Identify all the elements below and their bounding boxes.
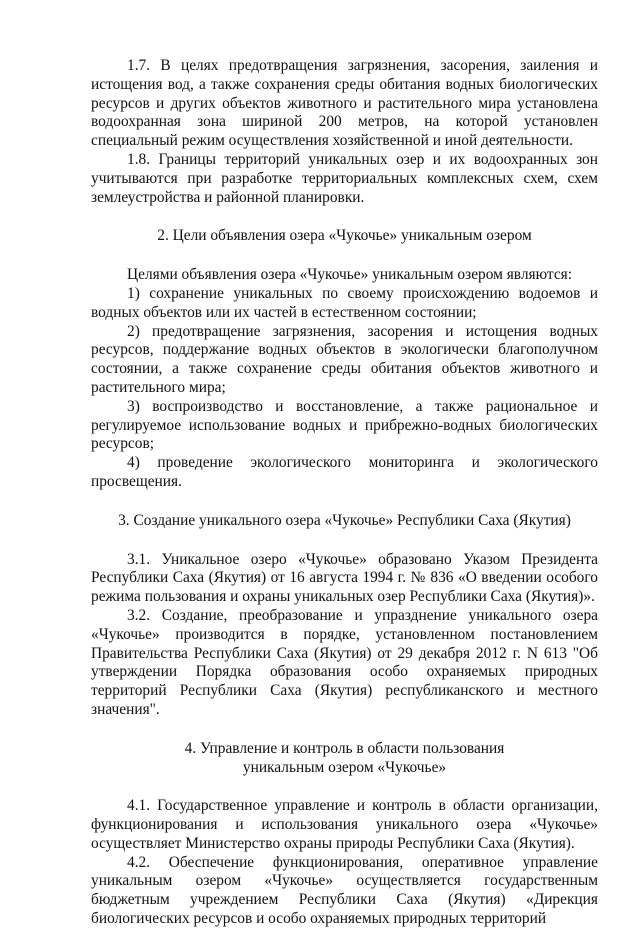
paragraph-1-8: 1.8. Границы территорий уникальных озер и их водоохранных зон учитываются при разработке территориальных комплексных схем, схем землеустройства и районной планировки. [91, 150, 598, 206]
goal-item-3: 3) воспроизводство и восстановление, а также рациональное и регулируемое использование водных и прибрежно-водных биологических ресурсов; [91, 397, 598, 453]
section-2-intro: Целями объявления озера «Чукочье» уникальным озером являются: [127, 266, 573, 284]
section-4-heading-line-2: уникальным озером «Чукочье» [242, 758, 447, 776]
section-3-heading: 3. Создание уникального озера «Чукочье» Республики Саха (Якутия) [118, 511, 571, 529]
goal-item-2: 2) предотвращение загрязнения, засорения и истощения водных ресурсов, поддержание водных объектов в экологически благополучном состоянии, а также сохранение среды обитания объектов животного и растительного мира; [91, 322, 598, 396]
goal-item-4: 4) проведение экологического мониторинга и экологического просвещения. [91, 454, 598, 490]
section-2-heading: 2. Цели объявления озера «Чукочье» уникальным озером [157, 227, 532, 245]
paragraph-1-7: 1.7. В целях предотвращения загрязнения, засорения, заиления и истощения вод, а также сохранения среды обитания водных биологических ресурсов и других объектов животного и растительного мира установлена водоохранная зона шириной 200 метров, на которой установлен специальный режим осуществления хозяйственной и иной деятельности. [91, 57, 598, 150]
paragraph-4-2: 4.2. Обеспечение функционирования, оперативное управление уникальным озером «Чукочье» осуществляется государственным бюджетным учреждением Республики Саха (Якутия) «Дирекция биологических ресурсов и особо охраняемых природных территорий [91, 853, 598, 928]
paragraph-3-2: 3.2. Создание, преобразование и упразднение уникального озера «Чукочье» производится в порядке, установленном постановлением Правительства Республики Саха (Якутия) от 29 декабря 2012 г. N 613 "Об утверждении Порядка образования особо охраняемых природных территорий Республики Саха (Якутия) республиканского и местного значения". [91, 606, 598, 718]
paragraph-3-1: 3.1. Уникальное озеро «Чукочье» образовано Указом Президента Республики Саха (Якутия) от 16 августа 1994 г. № 836 «О введении особого режима пользования и охраны уникальных озер Республики Саха (Якутия)». [91, 550, 598, 606]
document-page [91, 57, 598, 929]
paragraph-4-1: 4.1. Государственное управление и контроль в области организации, функционирования и использования уникального озера «Чукочье» осуществляет Министерство охраны природы Республики Саха (Якутия). [91, 797, 598, 852]
section-4-heading-line-1: 4. Управление и контроль в области пользования [184, 739, 505, 757]
goal-item-1: 1) сохранение уникальных по своему происхождению водоемов и водных объектов или их частей в естественном состоянии; [91, 284, 598, 321]
